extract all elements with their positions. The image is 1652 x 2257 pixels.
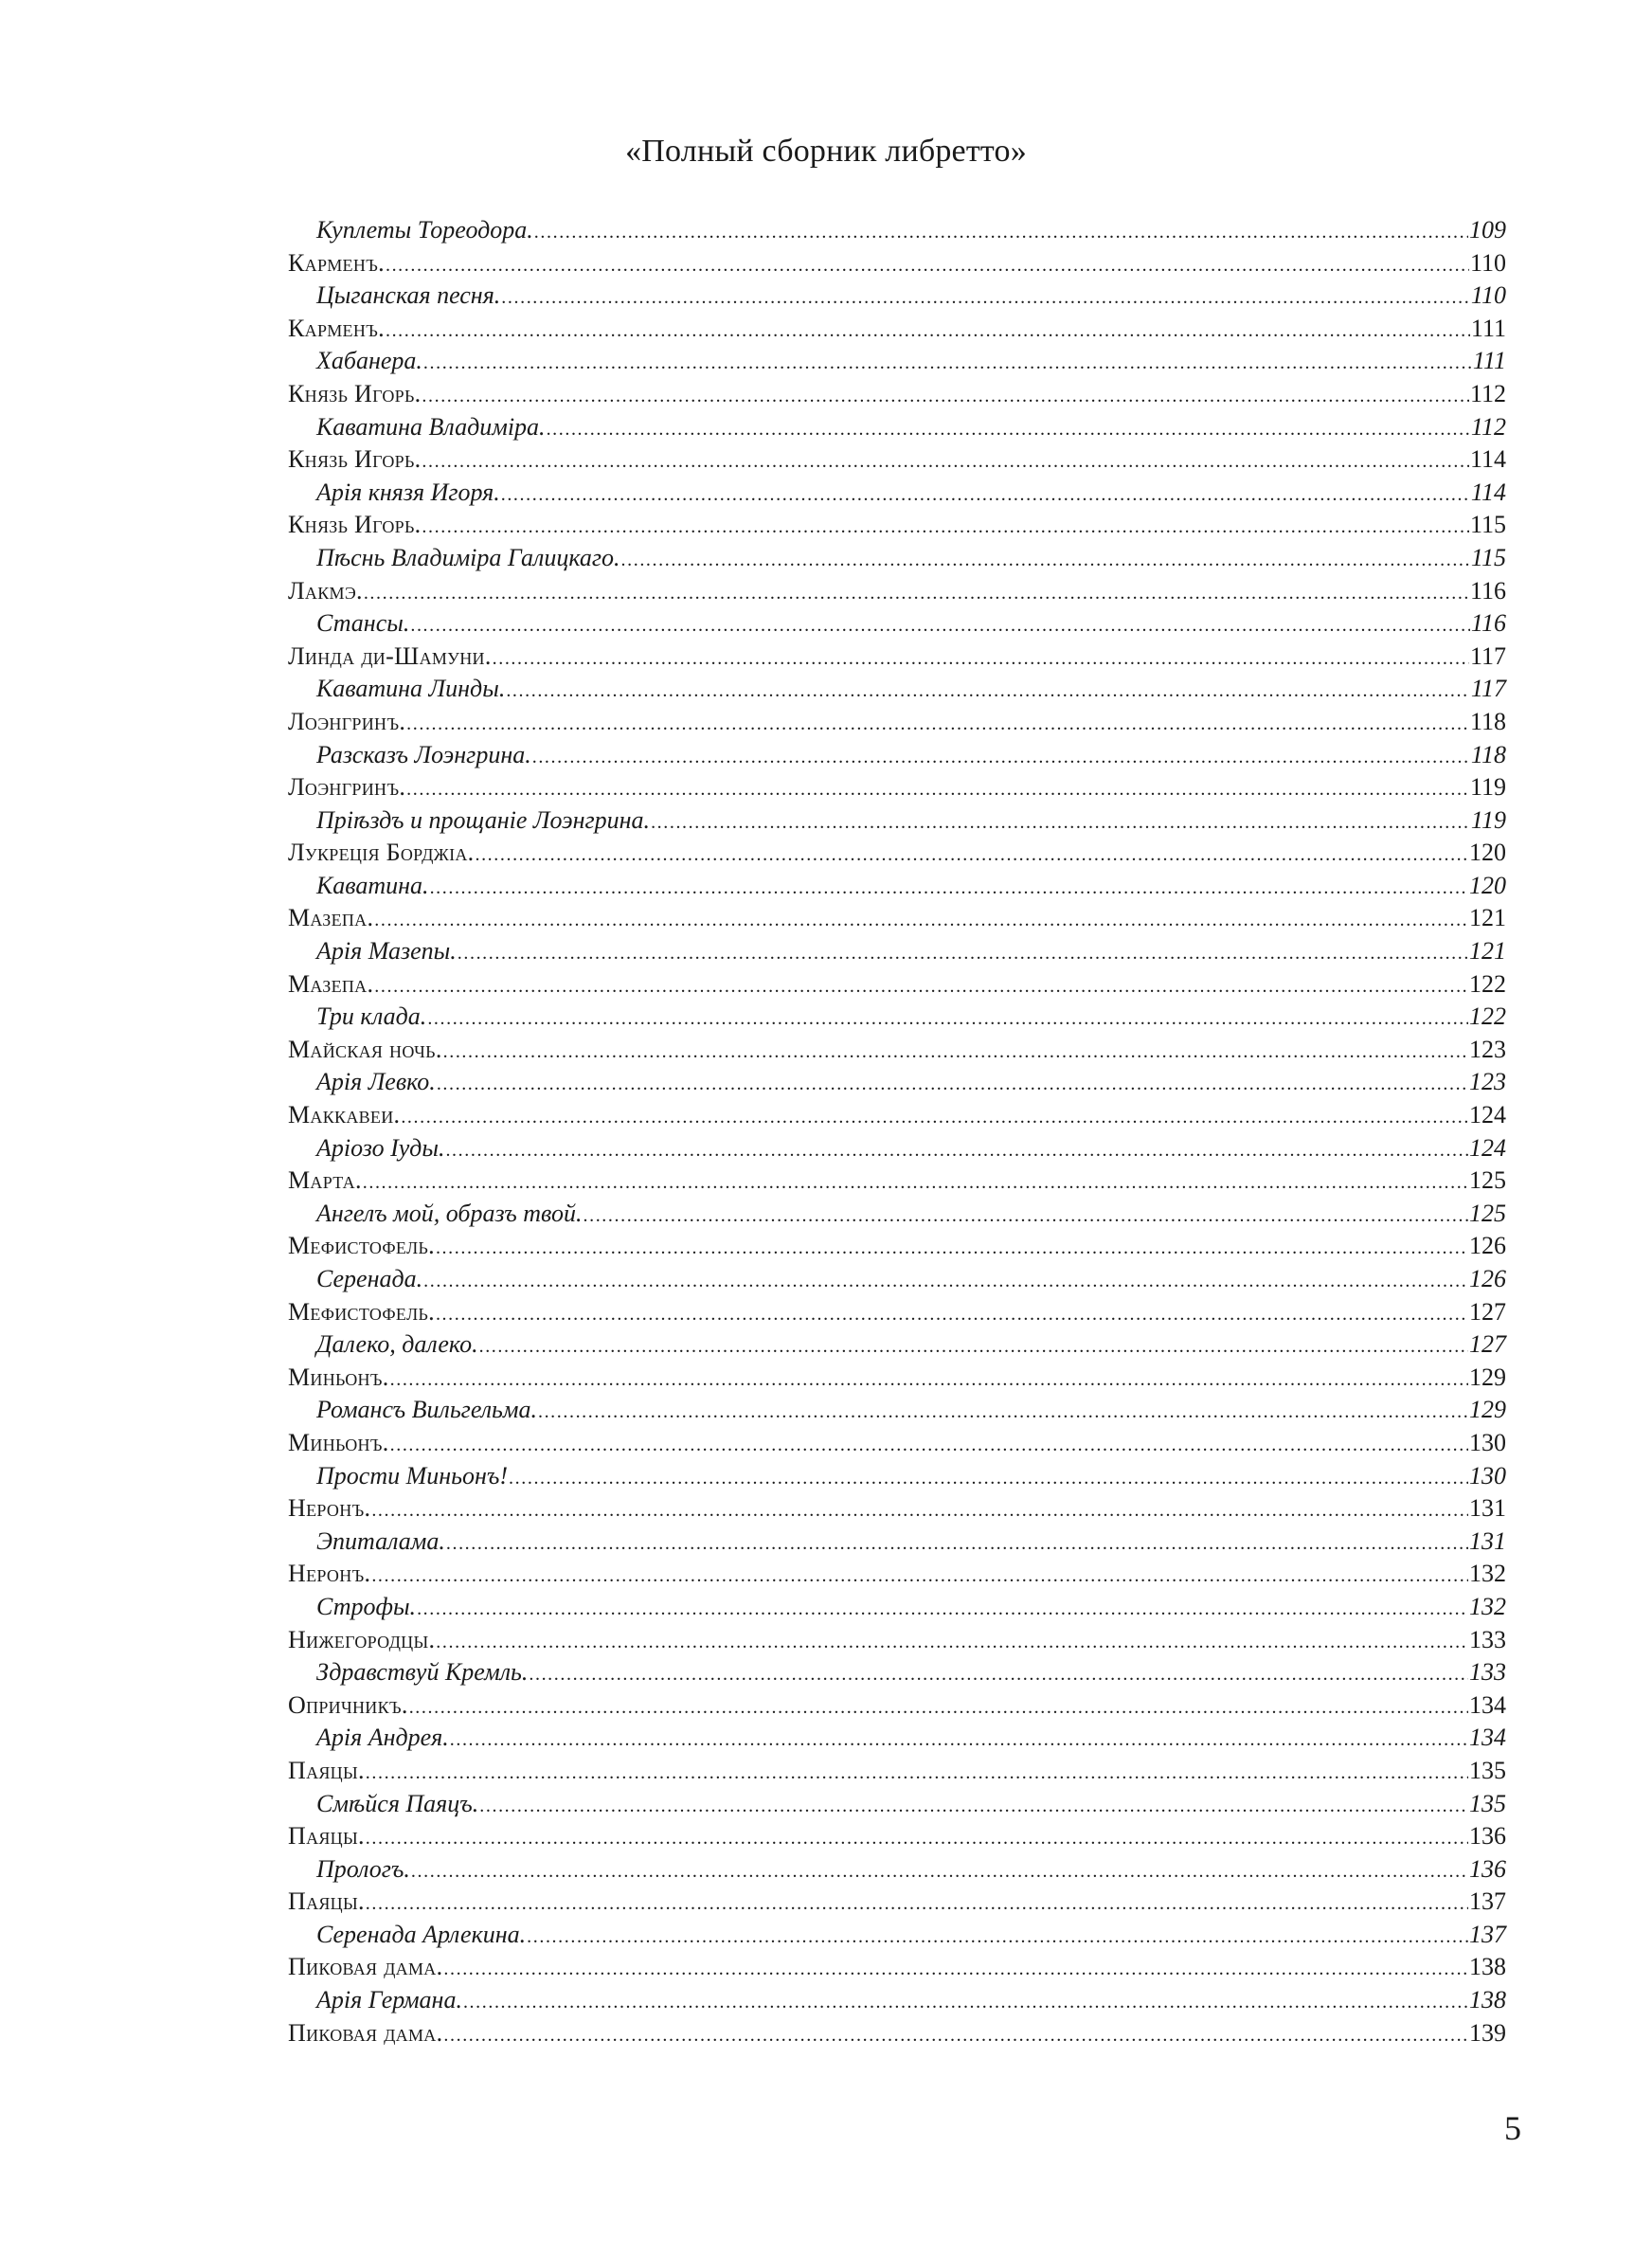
toc-entry-aria (288, 1066, 1506, 1099)
toc-entry-page: 120 (1469, 871, 1506, 899)
toc-entry-title: Нижегородцы. (288, 1625, 436, 1653)
toc-entry-title: Князь Игорь. (288, 379, 422, 407)
toc-entry-title: Маккавеи. (288, 1101, 401, 1129)
dot-leader (443, 1953, 1468, 1986)
toc-entry-page: 132 (1469, 1592, 1506, 1620)
toc-entry-title: Арія Андрея. (316, 1724, 449, 1752)
toc-entry-page: 114 (1469, 445, 1506, 474)
toc-entry-aria (288, 1788, 1506, 1821)
toc-entry-title: Разсказъ Лоэнгрина. (316, 740, 531, 768)
toc-entry-opera (288, 1820, 1506, 1853)
toc-entry-page: 111 (1472, 347, 1506, 375)
dot-leader (501, 281, 1470, 315)
toc-entry-page: 137 (1469, 1920, 1506, 1948)
toc-entry-title: Каватина Владиміра. (316, 412, 546, 441)
toc-entry-title: Лукреція Борджіа. (288, 839, 475, 867)
toc-entry-title: Арія князя Игоря. (316, 478, 500, 506)
toc-entry-page: 138 (1469, 1986, 1506, 2014)
toc-entry-title: Пиковая дама. (288, 2018, 443, 2047)
toc-entry-page: 124 (1469, 1101, 1506, 1129)
toc-entry-title: Линда ди-Шамуни. (288, 641, 492, 670)
dot-leader (436, 1626, 1468, 1659)
toc-entry-page: 110 (1470, 281, 1506, 310)
dot-leader (538, 1396, 1468, 1429)
dot-leader (529, 1658, 1468, 1691)
dot-leader (534, 216, 1468, 249)
toc-entry-page: 112 (1469, 379, 1506, 407)
toc-entry-page: 122 (1469, 969, 1506, 998)
toc-entry-aria (288, 1198, 1506, 1231)
toc-entry-aria (288, 804, 1506, 838)
toc-entry-title: Князь Игорь. (288, 445, 422, 474)
dot-leader (584, 1200, 1469, 1233)
toc-entry-title: Пѣснь Владиміра Галицкаго. (316, 543, 620, 571)
dot-leader (371, 1494, 1468, 1527)
dot-leader (427, 1002, 1468, 1036)
toc-entry-title: Ангелъ мой, образъ твой. (316, 1199, 583, 1227)
toc-entry-title: Далеко, далеко. (316, 1330, 478, 1359)
toc-entry-title: Неронъ. (288, 1560, 371, 1588)
toc-entry-title: Паяцы. (288, 1822, 365, 1851)
toc-entry-title: Карменъ. (288, 314, 385, 342)
dot-leader (479, 1330, 1468, 1363)
toc-entry-opera (288, 1296, 1506, 1329)
toc-entry-page: 131 (1469, 1526, 1506, 1555)
toc-entry-title: Прости Миньонъ! (316, 1461, 509, 1490)
toc-entry-page: 117 (1469, 641, 1506, 670)
dot-leader (450, 1724, 1468, 1757)
toc-entry-title: Мазепа. (288, 904, 374, 932)
toc-entry-title: Мефистофель. (288, 1232, 435, 1260)
toc-entry-title: Пиковая дама. (288, 1953, 443, 1981)
toc-entry-page: 135 (1469, 1789, 1506, 1817)
toc-entry-aria (288, 1591, 1506, 1624)
toc-entry-page: 119 (1470, 805, 1506, 834)
toc-entry-opera (288, 1624, 1506, 1657)
dot-leader (363, 1166, 1468, 1200)
toc-entry-aria (288, 1132, 1506, 1165)
dot-leader (401, 1101, 1468, 1134)
toc-entry-opera (288, 313, 1506, 346)
toc-entry-page: 134 (1469, 1690, 1506, 1719)
dot-leader (446, 1527, 1468, 1561)
toc-entry-aria (288, 214, 1506, 247)
toc-entry-opera (288, 837, 1506, 870)
toc-entry-opera (288, 1886, 1506, 1919)
dot-leader (475, 839, 1468, 872)
toc-entry-title: Лакмэ. (288, 576, 363, 605)
toc-entry-page: 116 (1469, 576, 1506, 605)
toc-entry-aria (288, 739, 1506, 772)
dot-leader (430, 872, 1468, 905)
toc-entry-page: 115 (1470, 543, 1506, 571)
toc-entry-title: Арія Германа. (316, 1986, 462, 2014)
toc-entry-opera (288, 902, 1506, 935)
toc-entry-opera (288, 378, 1506, 411)
toc-entry-title: Смѣйся Паяцъ. (316, 1789, 479, 1817)
toc-entry-page: 121 (1469, 937, 1506, 966)
toc-entry-aria (288, 935, 1506, 968)
dot-leader (390, 1429, 1468, 1462)
dot-leader (390, 1363, 1468, 1397)
toc-entry-aria (288, 411, 1506, 444)
dot-leader (366, 1757, 1468, 1790)
toc-entry-page: 125 (1469, 1166, 1506, 1195)
dot-leader (527, 1921, 1468, 1954)
dot-leader (458, 937, 1468, 970)
dot-leader (422, 511, 1469, 544)
toc-entry-title: Каватина. (316, 871, 429, 899)
dot-leader (479, 1790, 1468, 1823)
toc-entry-page: 115 (1469, 511, 1506, 539)
dot-leader (547, 413, 1470, 446)
toc-entry-page: 111 (1470, 314, 1506, 342)
toc-entry-title: Миньонъ. (288, 1428, 389, 1456)
toc-entry-page: 122 (1469, 1002, 1506, 1031)
dot-leader (445, 1134, 1468, 1167)
toc-entry-title: Карменъ. (288, 248, 385, 277)
toc-entry-title: Стансы. (316, 609, 410, 638)
toc-entry-title: Серенада. (316, 1265, 423, 1292)
toc-entry-opera (288, 1362, 1506, 1395)
dot-leader (386, 249, 1469, 282)
table-of-contents (288, 214, 1506, 2049)
toc-entry-aria (288, 870, 1506, 903)
toc-entry-title: Арія Левко. (316, 1068, 436, 1096)
toc-entry-aria (288, 1722, 1506, 1755)
toc-entry-title: Марта. (288, 1166, 362, 1195)
dot-leader (436, 1232, 1468, 1265)
toc-entry-page: 138 (1469, 1953, 1506, 1981)
toc-entry-page: 118 (1469, 707, 1506, 735)
toc-entry-title: Лоэнгринъ. (288, 707, 406, 735)
toc-entry-aria (288, 1394, 1506, 1427)
toc-entry-page: 124 (1469, 1133, 1506, 1162)
toc-entry-opera (288, 1492, 1506, 1526)
dot-leader (436, 1298, 1468, 1331)
toc-entry-aria (288, 1853, 1506, 1887)
page-title: «Полный сборник либретто» (625, 134, 1027, 169)
toc-entry-title: Серенада Арлекина. (316, 1920, 527, 1948)
toc-entry-page: 131 (1469, 1494, 1506, 1523)
toc-entry-page: 126 (1469, 1232, 1506, 1260)
dot-leader (443, 1036, 1468, 1069)
toc-entry-title: Три клада. (316, 1002, 427, 1031)
dot-leader (406, 708, 1469, 741)
dot-leader (651, 806, 1470, 840)
toc-entry-opera (288, 706, 1506, 739)
dot-leader (463, 1986, 1468, 2019)
toc-entry-title: Прологъ. (316, 1854, 410, 1883)
toc-entry-page: 121 (1469, 904, 1506, 932)
toc-entry-aria (288, 673, 1506, 706)
toc-entry-opera (288, 1558, 1506, 1591)
toc-entry-title: Аріозо Іуды. (316, 1133, 445, 1162)
toc-entry-page: 119 (1469, 773, 1506, 802)
toc-entry-aria (288, 1460, 1506, 1493)
toc-entry-aria (288, 542, 1506, 575)
toc-entry-aria (288, 1984, 1506, 2017)
toc-entry-page: 137 (1469, 1887, 1506, 1916)
toc-entry-title: Неронъ. (288, 1494, 371, 1523)
toc-entry-page: 114 (1470, 478, 1506, 506)
dot-leader (422, 380, 1469, 413)
toc-entry-title: Паяцы. (288, 1756, 365, 1784)
toc-entry-page: 136 (1469, 1854, 1506, 1883)
toc-entry-page: 112 (1470, 412, 1506, 441)
toc-entry-opera (288, 1951, 1506, 1984)
toc-entry-page: 118 (1470, 740, 1506, 768)
toc-entry-page: 116 (1470, 609, 1506, 638)
toc-entry-title: Цыганская песня. (316, 281, 501, 310)
toc-entry-page: 134 (1469, 1724, 1506, 1752)
toc-entry-page: 127 (1469, 1297, 1506, 1326)
dot-leader (509, 1462, 1468, 1495)
dot-leader (423, 1265, 1468, 1298)
dot-leader (406, 773, 1469, 806)
toc-entry-page: 133 (1469, 1658, 1506, 1687)
toc-entry-page: 123 (1469, 1068, 1506, 1096)
toc-entry-opera (288, 247, 1506, 280)
toc-entry-aria (288, 1263, 1506, 1296)
toc-entry-opera (288, 1099, 1506, 1132)
toc-entry-aria (288, 1328, 1506, 1362)
toc-entry-page: 130 (1469, 1428, 1506, 1456)
dot-leader (409, 1691, 1468, 1724)
toc-entry-opera (288, 1427, 1506, 1460)
toc-entry-aria (288, 607, 1506, 641)
toc-entry-opera (288, 1034, 1506, 1067)
toc-entry-page: 120 (1469, 839, 1506, 867)
toc-entry-opera (288, 1230, 1506, 1263)
toc-entry-opera (288, 1755, 1506, 1788)
toc-entry-page: 129 (1469, 1363, 1506, 1391)
toc-entry-aria (288, 1001, 1506, 1034)
toc-entry-opera (288, 968, 1506, 1002)
toc-entry-page: 110 (1469, 248, 1506, 277)
toc-entry-title: Лоэнгринъ. (288, 773, 406, 802)
toc-entry-page: 135 (1469, 1756, 1506, 1784)
dot-leader (364, 577, 1469, 610)
toc-entry-opera (288, 771, 1506, 804)
dot-leader (417, 1593, 1468, 1626)
toc-entry-aria (288, 1526, 1506, 1559)
dot-leader (621, 544, 1470, 577)
dot-leader (374, 970, 1468, 1003)
toc-entry-aria (288, 345, 1506, 378)
toc-entry-page: 136 (1469, 1822, 1506, 1851)
toc-entry-title: Мазепа. (288, 969, 374, 998)
toc-entry-aria (288, 280, 1506, 313)
toc-entry-opera (288, 2017, 1506, 2050)
toc-entry-opera (288, 641, 1506, 674)
toc-entry-title: Хабанера. (316, 347, 422, 375)
dot-leader (443, 2019, 1468, 2052)
dot-leader (532, 741, 1470, 774)
toc-entry-title: Каватина Линды. (316, 675, 506, 703)
toc-entry-opera (288, 443, 1506, 477)
dot-leader (493, 642, 1469, 676)
toc-entry-title: Пріѣздъ и прощаніе Лоэнгрина. (316, 805, 651, 834)
toc-entry-page: 117 (1470, 675, 1506, 703)
toc-entry-aria (288, 1919, 1506, 1952)
dot-leader (423, 347, 1472, 380)
toc-entry-title: Куплеты Тореодора. (316, 216, 533, 244)
toc-entry-title: Мефистофель. (288, 1297, 435, 1326)
page-number: 5 (1504, 2109, 1521, 2147)
toc-entry-page: 139 (1469, 2018, 1506, 2047)
toc-entry-title: Майская ночь. (288, 1035, 442, 1063)
toc-entry-title: Арія Мазепы. (316, 937, 457, 966)
toc-entry-title: Романсъ Вильгельма. (316, 1396, 537, 1424)
toc-entry-page: 126 (1469, 1265, 1506, 1292)
dot-leader (422, 445, 1469, 478)
toc-entry-opera (288, 1689, 1506, 1723)
dot-leader (506, 675, 1470, 708)
toc-entry-aria (288, 477, 1506, 510)
toc-entry-page: 133 (1469, 1625, 1506, 1653)
toc-entry-page: 132 (1469, 1560, 1506, 1588)
toc-entry-opera (288, 1165, 1506, 1198)
dot-leader (437, 1068, 1468, 1101)
toc-entry-page: 130 (1469, 1461, 1506, 1490)
toc-entry-title: Паяцы. (288, 1887, 365, 1916)
toc-entry-page: 109 (1469, 216, 1506, 244)
dot-leader (366, 1887, 1468, 1921)
toc-entry-title: Миньонъ. (288, 1363, 389, 1391)
toc-entry-page: 129 (1469, 1396, 1506, 1424)
toc-entry-title: Князь Игорь. (288, 511, 422, 539)
toc-entry-title: Эпиталама. (316, 1526, 445, 1555)
toc-entry-page: 123 (1469, 1035, 1506, 1063)
toc-entry-opera (288, 575, 1506, 608)
dot-leader (386, 315, 1470, 348)
toc-entry-opera (288, 509, 1506, 542)
toc-entry-title: Строфы. (316, 1592, 417, 1620)
dot-leader (411, 1855, 1468, 1888)
dot-leader (366, 1822, 1468, 1855)
toc-entry-title: Здравствуй Кремль. (316, 1658, 529, 1687)
dot-leader (374, 904, 1468, 937)
toc-entry-aria (288, 1656, 1506, 1689)
dot-leader (501, 478, 1470, 512)
toc-entry-page: 127 (1469, 1330, 1506, 1359)
toc-entry-page: 125 (1469, 1199, 1506, 1227)
dot-leader (410, 609, 1470, 642)
dot-leader (371, 1560, 1468, 1593)
toc-entry-title: Опричникъ. (288, 1690, 408, 1719)
